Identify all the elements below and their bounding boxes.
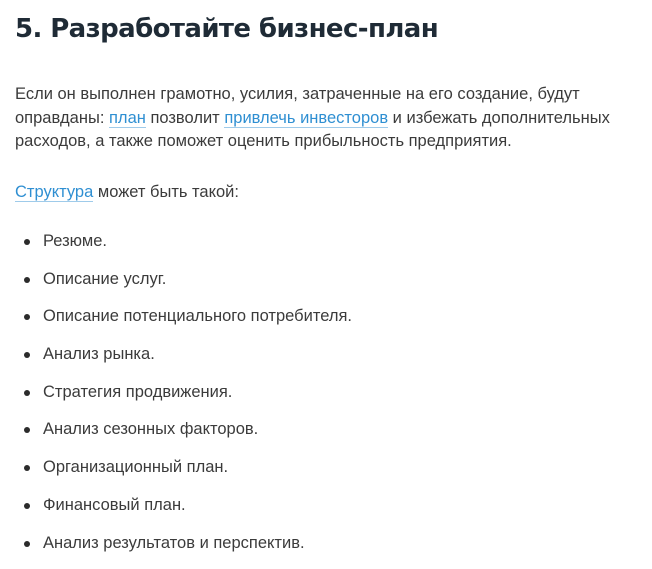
section-heading: 5. Разработайте бизнес-план (15, 14, 439, 44)
list-item (15, 343, 645, 366)
structure-text: может быть такой: (93, 182, 239, 201)
attract-investors-link[interactable]: привлечь инвесторов (224, 108, 389, 127)
list-item (15, 532, 645, 555)
list-item-text: Описание потенциального потребителя. (43, 307, 352, 326)
list-item (15, 268, 645, 291)
bullet-icon (24, 277, 30, 283)
bullet-icon (24, 503, 30, 509)
intro-text-3: и избежать дополнительных расходов, а также поможет оценить прибыльность предприятия. (15, 108, 610, 150)
list-item-text: Стратегия продвижения. (43, 382, 233, 401)
intro-text-2: позволит (145, 108, 225, 127)
list-item-text: Анализ результатов и перспектив. (43, 533, 305, 552)
structure-link[interactable]: Структура (15, 182, 94, 201)
list-item (15, 418, 645, 441)
bullet-icon (24, 427, 30, 433)
structure-paragraph (15, 181, 645, 205)
bullet-icon (24, 465, 30, 471)
list-item-text: Анализ рынка. (43, 345, 155, 364)
list-item (15, 230, 645, 253)
bullet-icon (24, 541, 30, 547)
list-item (15, 494, 645, 517)
bullet-icon (24, 390, 30, 396)
list-item-text: Финансовый план. (43, 495, 186, 514)
bullet-icon (24, 314, 30, 320)
list-item (15, 456, 645, 479)
intro-text-1: Если он выполнен грамотно, усилия, затраченные на его создание, будут оправданы: (15, 85, 580, 127)
list-item (15, 381, 645, 404)
business-plan-structure-list (15, 230, 645, 555)
list-item-text: Резюме. (43, 232, 107, 250)
intro-paragraph (15, 83, 645, 154)
article-content (15, 0, 645, 569)
list-item-text: Анализ сезонных факторов. (43, 420, 259, 439)
list-item (15, 305, 645, 328)
bullet-icon (24, 239, 30, 245)
list-item-text: Организационный план. (43, 458, 229, 477)
plan-link[interactable]: план (109, 108, 146, 127)
list-item-text: Описание услуг. (43, 269, 167, 288)
bullet-icon (24, 352, 30, 358)
